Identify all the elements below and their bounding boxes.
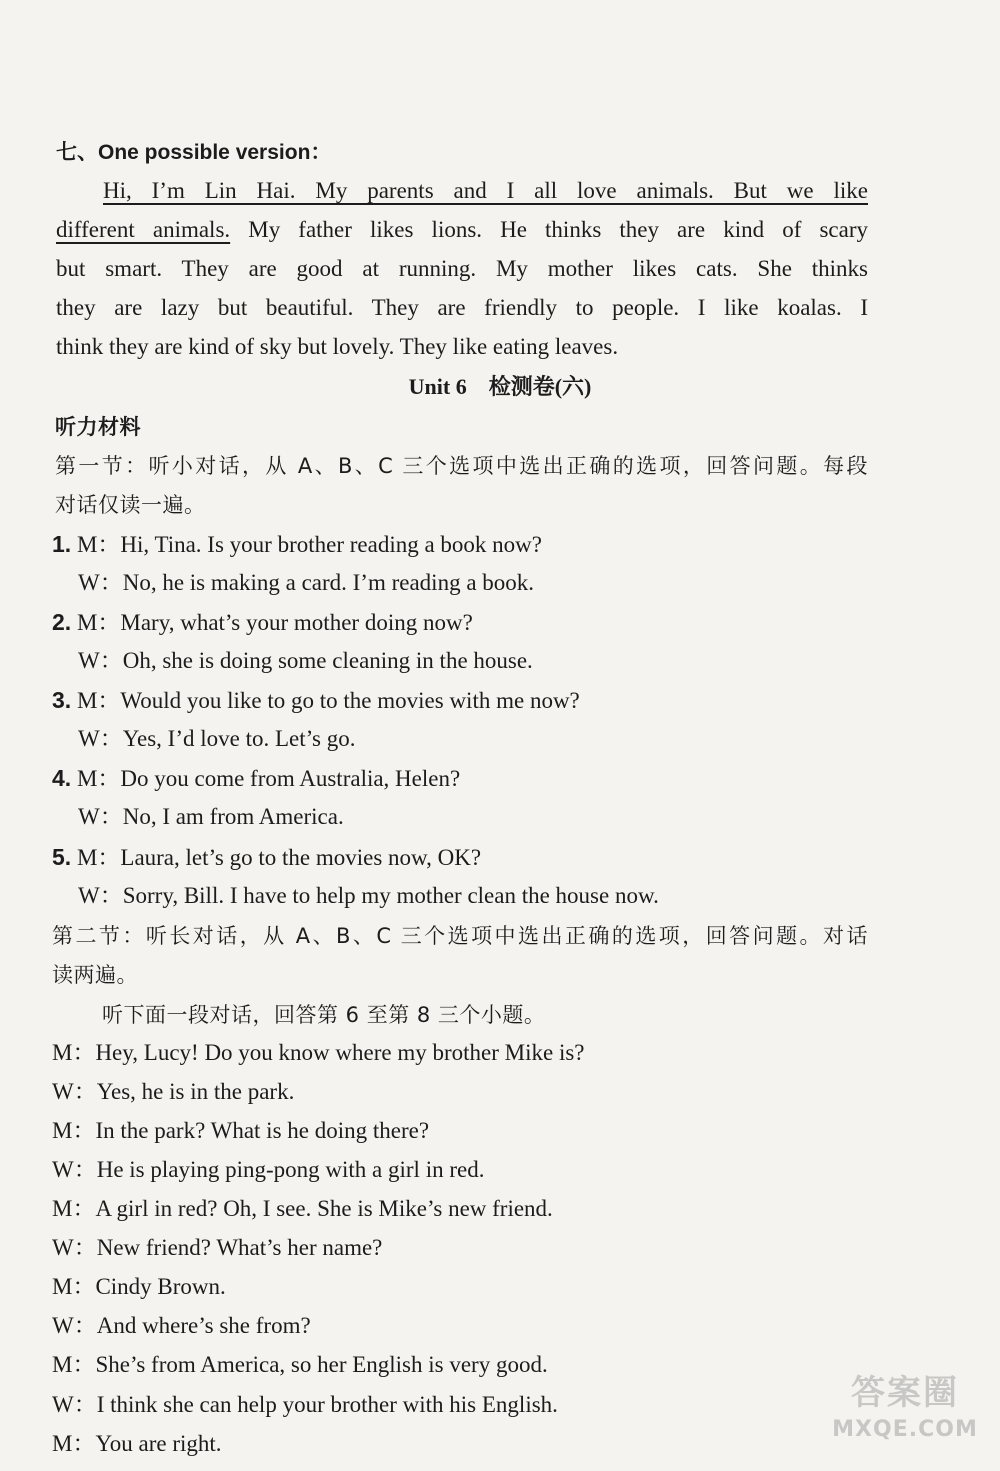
- essay-line-2: different animals. My father likes lions. He thinks they are kind of scary: [56, 217, 868, 242]
- section2-instruction-line-2: 读两遍。: [52, 963, 138, 987]
- essay-underlined-text: Hi, I’m Lin Hai. My parents and I all love animals. But we like: [103, 178, 868, 203]
- long-dialog-line: M：She’s from America, so her English is very good.: [52, 1352, 548, 1377]
- watermark-logo-text: 答案圈: [851, 1373, 959, 1413]
- essay-line-4: they are lazy but beautiful. They are friendly to people. I like koalas. I: [56, 295, 868, 320]
- essay-line-1: [103, 176, 868, 206]
- section1-instruction-line-1: 第一节：听小对话，从 A、B、C 三个选项中选出正确的选项，回答问题。每段: [55, 454, 868, 478]
- dialog-1-w: W：No, he is making a card. I’m reading a book.: [78, 570, 535, 595]
- long-dialog-line: M：Hey, Lucy! Do you know where my brother Mike is?: [52, 1040, 585, 1065]
- long-dialog-line: M：Cindy Brown.: [52, 1274, 226, 1299]
- section1-instruction-line-2: 对话仅读一遍。: [55, 493, 206, 517]
- listening-heading: 听力材料: [55, 415, 141, 439]
- watermark-site: MXQE.COM: [832, 1417, 978, 1442]
- unit-title: Unit 6 检测卷(六): [408, 374, 592, 399]
- dialog-5-w: W：Sorry, Bill. I have to help my mother clean the house now.: [78, 883, 659, 908]
- dialog-4-w: W：No, I am from America.: [78, 804, 344, 829]
- section2-instruction-line-1: 第二节：听长对话，从 A、B、C 三个选项中选出正确的选项，回答问题。对话: [52, 924, 868, 948]
- essay-underlined-text: different animals.: [56, 217, 231, 242]
- long-dialog-line: W：New friend? What’s her name?: [52, 1235, 383, 1260]
- long-dialog-line: W：He is playing ping-pong with a girl in red.: [52, 1157, 485, 1182]
- long-dialog-line: W：Yes, he is in the park.: [52, 1079, 295, 1104]
- essay-heading: 七、One possible version：: [56, 141, 332, 164]
- long-dialog-line: W：I think she can help your brother with his English.: [52, 1392, 558, 1417]
- essay-line-5: think they are kind of sky but lovely. They like eating leaves.: [56, 334, 619, 359]
- long-dialog-line: M：You are right.: [52, 1431, 222, 1456]
- long-dialog-line: M：A girl in red? Oh, I see. She is Mike’s new friend.: [52, 1196, 553, 1221]
- essay-line-3: but smart. They are good at running. My mother likes cats. She thinks: [56, 256, 868, 281]
- dialog-2-m: 2. M：Mary, what’s your mother doing now?: [52, 609, 473, 635]
- dialog-5-m: 5. M：Laura, let’s go to the movies now, OK?: [52, 844, 482, 870]
- dialog-1-m: 1. M：Hi, Tina. Is your brother reading a book now?: [52, 531, 542, 557]
- long-dialog-line: M：In the park? What is he doing there?: [52, 1118, 430, 1143]
- dialog-4-m: 4. M：Do you come from Australia, Helen?: [52, 765, 461, 791]
- dialog-3-m: 3. M：Would you like to go to the movies with me now?: [52, 687, 580, 713]
- long-dialog-line: W：And where’s she from?: [52, 1313, 311, 1338]
- long-dialog-intro: 听下面一段对话，回答第 6 至第 8 三个小题。: [102, 1003, 546, 1027]
- dialog-2-w: W：Oh, she is doing some cleaning in the house.: [78, 648, 533, 673]
- watermark-logo: [820, 1369, 990, 1459]
- dialog-3-w: W：Yes, I’d love to. Let’s go.: [78, 726, 356, 751]
